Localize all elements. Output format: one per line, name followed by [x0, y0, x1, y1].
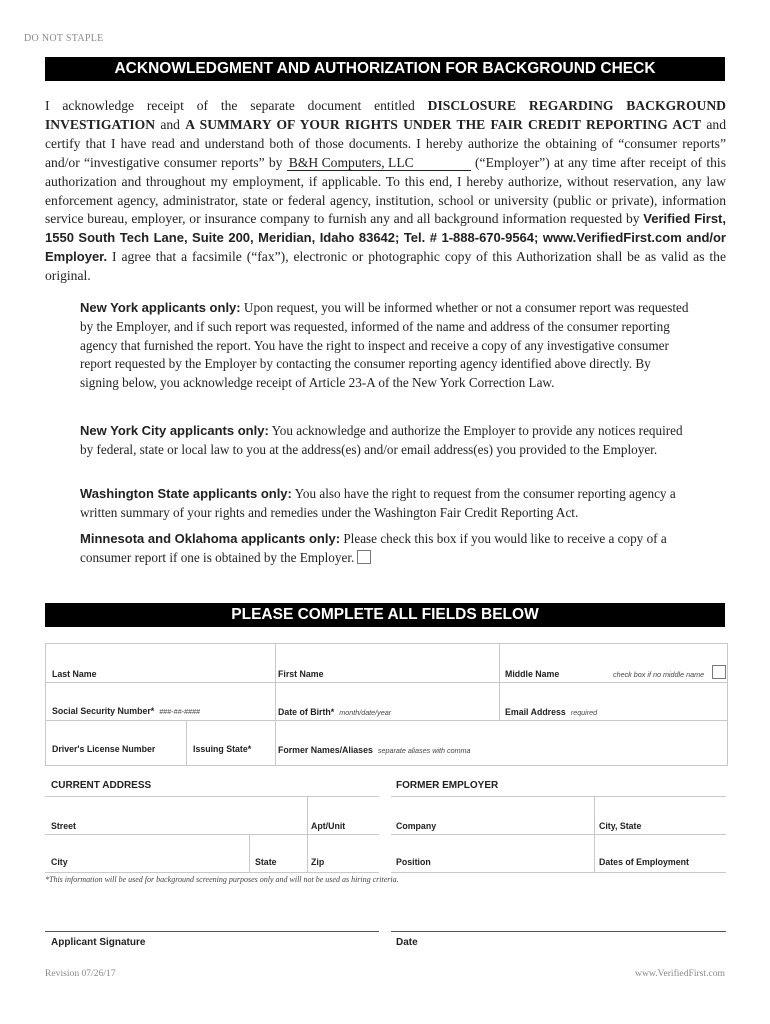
- no-middle-name-checkbox[interactable]: [712, 665, 726, 679]
- intro-text: I acknowledge receipt of the separate document entitled: [45, 98, 428, 113]
- last-name-label: Last Name: [52, 669, 97, 679]
- new-york-heading: New York applicants only:: [80, 300, 241, 315]
- email-required-hint: required: [570, 708, 598, 717]
- section-title: PLEASE COMPLETE ALL FIELDS BELOW: [45, 603, 725, 627]
- new-york-city-text: You acknowledge and authorize the Employer to provide any notices required by federal, state or local law to you at the address(es) and/or email address(es) you provided to the Employer.: [80, 423, 683, 457]
- no-middle-name-hint: check box if no middle name: [613, 670, 705, 679]
- form-title: ACKNOWLEDGMENT AND AUTHORIZATION FOR BACKGROUND CHECK: [45, 57, 725, 81]
- email-label: Email Address: [505, 707, 566, 717]
- intro-text: (“Employer”) at any time after receipt of this authorization and throughout my employment, if applicable. To this end, I hereby authorize, without reservation, any law enforcement agency, administrator, state or federal agency, institution, school or university (public or private), information service bureau, employer, or insurance company to furnish any and all background information requested by: [45, 154, 726, 227]
- apt-unit-label: Apt/Unit: [311, 821, 346, 831]
- intro-text: and certify that I have read and understand both of those documents. I hereby authorize the obtaining of “consumer reports” and/or “investigative consumer reports” by: [45, 116, 726, 170]
- intro-text: I agree that a facsimile (“fax”), electronic or photographic copy of this Authorization shall be as valid as the original.: [45, 249, 726, 284]
- dates-of-employment-label: Dates of Employment: [599, 857, 689, 867]
- position-label: Position: [396, 857, 431, 867]
- signature-date-label: Date: [396, 937, 418, 948]
- personal-info-grid: [45, 643, 728, 766]
- authorization-paragraph: [45, 97, 726, 286]
- former-names-hint: separate aliases with comma: [377, 746, 471, 755]
- former-employer-heading: FORMER EMPLOYER: [396, 780, 499, 791]
- middle-name-label: Middle Name: [505, 669, 560, 679]
- revision-date: Revision 07/26/17: [45, 968, 116, 979]
- new-york-city-notice: [80, 422, 692, 460]
- city-field[interactable]: [45, 835, 249, 872]
- drivers-license-field[interactable]: [46, 721, 186, 765]
- applicant-signature-field[interactable]: [45, 895, 379, 931]
- minnesota-oklahoma-text: Please check this box if you would like to receive a copy of a consumer report if one is obtained by the Employer.: [80, 531, 667, 565]
- verified-first-contact: Verified First, 1550 South Tech Lane, Suite 200, Meridian, Idaho 83642; Tel. # 1-888-670-9564; www.VerifiedFirst.com and/or Employer.: [45, 211, 726, 265]
- new-york-city-heading: New York City applicants only:: [80, 423, 269, 438]
- washington-text: You also have the right to request from the consumer reporting agency a written summary of your rights and remedies under the Washington Fair Credit Reporting Act.: [80, 486, 676, 520]
- minnesota-oklahoma-notice: [80, 530, 692, 568]
- disclaimer-note: *This information will be used for background screening purposes only and will not be used as hiring criteria.: [45, 875, 399, 884]
- employer-name-field[interactable]: B&H Computers, LLC: [287, 155, 471, 171]
- summary-doc-title: A SUMMARY OF YOUR RIGHTS UNDER THE FAIR CREDIT REPORTING ACT: [185, 116, 702, 132]
- dob-label: Date of Birth*: [278, 707, 335, 717]
- new-york-notice: [80, 299, 692, 393]
- intro-text: and: [155, 116, 186, 132]
- former-names-label: Former Names/Aliases: [278, 745, 373, 755]
- disclosure-doc-title: DISCLOSURE REGARDING BACKGROUND INVESTIGATION: [45, 98, 726, 132]
- do-not-staple-notice: DO NOT STAPLE: [24, 33, 104, 44]
- city-label: City: [51, 857, 68, 867]
- dob-format-hint: month/date/year: [339, 708, 392, 717]
- issuing-state-label: Issuing State*: [193, 744, 252, 754]
- street-label: Street: [51, 821, 76, 831]
- zip-label: Zip: [311, 857, 325, 867]
- minnesota-oklahoma-heading: Minnesota and Oklahoma applicants only:: [80, 531, 341, 546]
- drivers-license-label: Driver's License Number: [52, 744, 156, 754]
- washington-notice: [80, 485, 692, 523]
- first-name-label: First Name: [278, 669, 324, 679]
- washington-heading: Washington State applicants only:: [80, 486, 292, 501]
- current-address-heading: CURRENT ADDRESS: [51, 780, 152, 791]
- former-names-field[interactable]: [276, 721, 727, 765]
- ssn-label: Social Security Number*: [52, 706, 155, 716]
- issuing-state-field[interactable]: [187, 721, 275, 765]
- consumer-report-copy-checkbox[interactable]: [357, 550, 371, 564]
- state-label: State: [255, 857, 277, 867]
- ssn-format-hint: ###-##-####: [159, 707, 200, 716]
- applicant-signature-label: Applicant Signature: [51, 937, 146, 948]
- signature-date-field[interactable]: [391, 895, 726, 931]
- new-york-text: Upon request, you will be informed whether or not a consumer report was requested by the Employer, and if such report was requested, informed of the name and address of the consumer reporting agency that furnished the report. You have the right to inspect and receive a copy of any investigative consumer report requested by the Employer by contacting the consumer reporting agency identified above directly. By signing below, you acknowledge receipt of Article 23-A of the New York Correction Law.: [80, 300, 689, 391]
- street-field[interactable]: [45, 797, 307, 834]
- company-label: Company: [396, 821, 437, 831]
- website-footer: www.VerifiedFirst.com: [635, 968, 725, 979]
- city-state-label: City, State: [599, 821, 642, 831]
